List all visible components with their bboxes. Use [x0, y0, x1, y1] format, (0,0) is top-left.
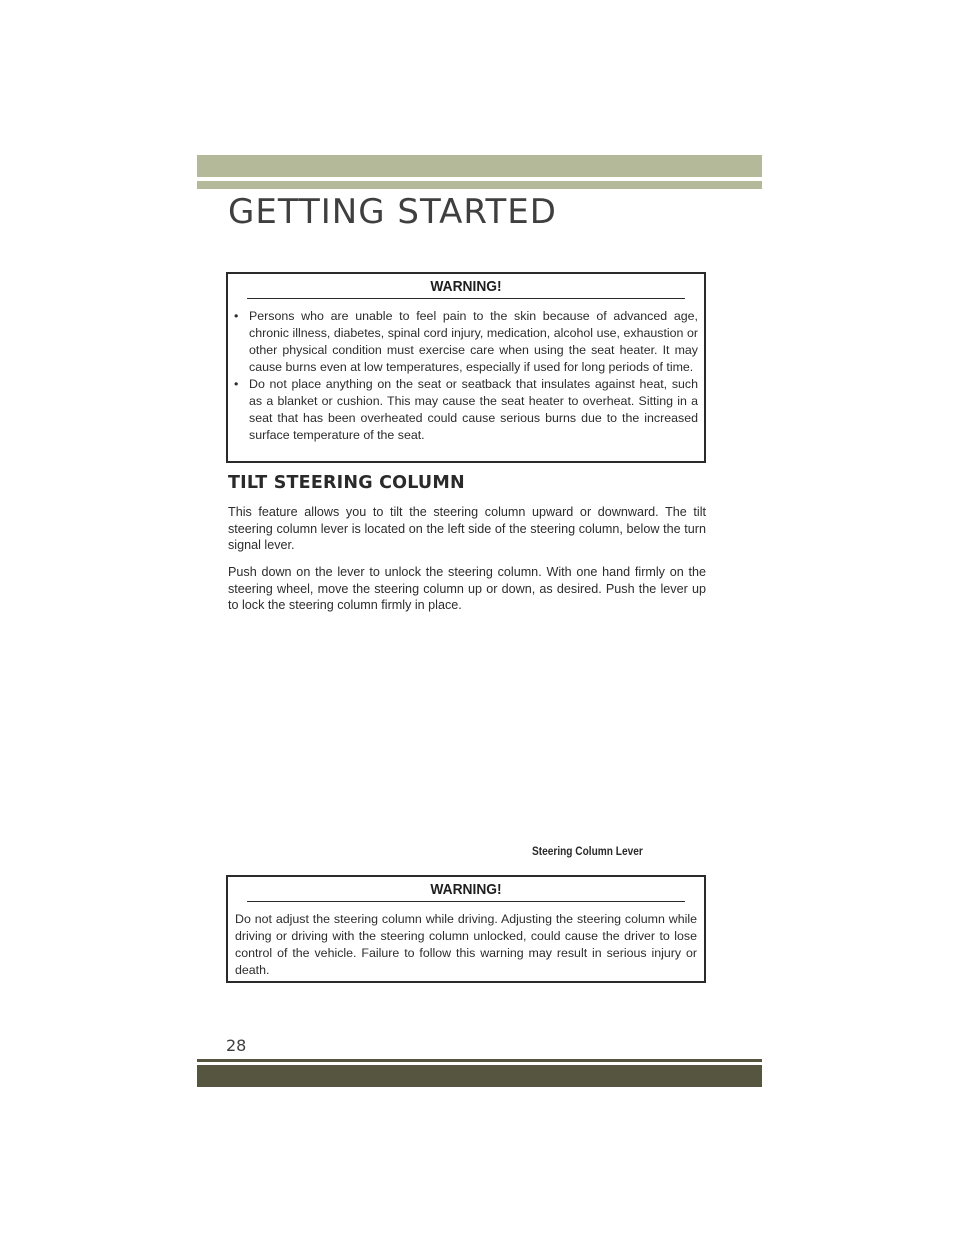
footer-bar — [197, 1065, 762, 1087]
warning-box-steering — [226, 875, 706, 983]
warning-item-text: Do not place anything on the seat or seatback that insulates against heat, such as a blanket or cushion. This may cause the seat heater to overheat. Sitting in a seat that has been overheated could cause serious burns due to the increased surface temperature of the seat. — [249, 377, 698, 442]
warning-list-item — [234, 308, 698, 376]
warning-list — [228, 299, 704, 444]
warning-item-text: Persons who are unable to feel pain to the skin because of advanced age, chronic illness, diabetes, spinal cord injury, medication, alcohol use, exhaustion or other physical condition must exercise care when using the seat heater. It may cause burns even at low temperatures, especially if used for long periods of time. — [249, 309, 698, 374]
header-bar — [197, 155, 762, 177]
warning-title: WARNING! — [247, 274, 685, 299]
steering-column-figure — [226, 630, 706, 840]
tilt-paragraph-1: This feature allows you to tilt the steering column upward or downward. The tilt steering column lever is located on the left side of the steering column, below the turn signal lever. — [228, 505, 706, 552]
warning-box-seat-heater — [226, 272, 706, 463]
figure-caption: Steering Column Lever — [532, 846, 643, 858]
warning-list-item — [234, 376, 698, 444]
page-number: 28 — [226, 1036, 247, 1055]
warning-text: Do not adjust the steering column while driving. Adjusting the steering column while driving or driving with the steering column unlocked, could cause the driver to lose control of the vehicle. Failure to follow this warning may result in serious injury or death. — [235, 912, 697, 977]
section-title: GETTING STARTED — [228, 192, 557, 232]
tilt-steering-heading: TILT STEERING COLUMN — [228, 473, 465, 493]
bullet-icon: • — [234, 309, 239, 323]
bullet-icon: • — [234, 377, 239, 391]
tilt-paragraph-2: Push down on the lever to unlock the steering column. With one hand firmly on the steering wheel, move the steering column up or down, as desired. Push the lever up to lock the steering column firmly in place. — [228, 565, 706, 612]
header-bar-stripe — [197, 181, 762, 189]
footer-line — [197, 1059, 762, 1062]
warning-title: WARNING! — [247, 877, 685, 902]
